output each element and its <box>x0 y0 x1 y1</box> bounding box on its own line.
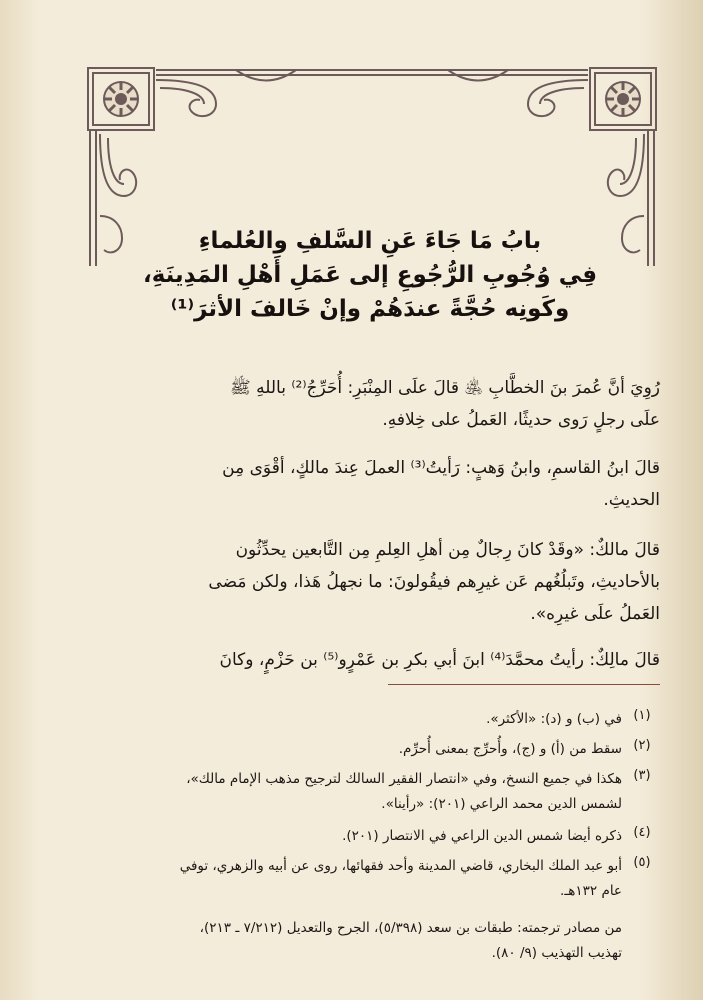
footnote-5-text: أبو عبد الملك البخاري، قاضي المدينة وأحد فقهائها، روى عن أبيه والزهري، توفي <box>179 858 622 874</box>
paragraph-1-line-2: علَى رجلٍ رَوى حديثًا، العَملُ على خِلافهِ. <box>382 410 660 430</box>
footnote-1-text: في (ب) و (د): «الأكثر». <box>486 711 622 727</box>
paragraph-1-line-1: رُوِيَ أنَّ عُمرَ بنَ الخطَّابِ ﵁ قالَ علَى المِنْبَرِ: أُحَرِّجُ⁽²⁾ باللهِ ﷺ <box>230 378 660 398</box>
chapter-title-line-3: وكَونِه حُجَّةً عندَهُمْ وإنْ خَالفَ الأثرَ⁽¹⁾ <box>170 296 570 322</box>
paragraph-2-line-1: قالَ ابنُ القاسمِ، وابنُ وَهبٍ: رَأيتُ⁽³⁾ العملَ عِندَ مالكٍ، أقْوَى مِن <box>222 458 660 478</box>
paragraph-4-line-1: قالَ مالِكٌ: رأيتُ محمَّدَ⁽⁴⁾ ابنَ أبي بكرِ بن عَمْرٍو⁽⁵⁾ بن حَزْمٍ، وكانَ <box>219 650 660 670</box>
footnote-1-number: (١) <box>633 708 651 723</box>
footnote-divider <box>388 684 660 685</box>
footnote-5-text-continued: عام ١٣٢هـ. <box>560 883 622 899</box>
paragraph-3-line-3: العَملُ علَى غيرِه». <box>530 604 660 624</box>
footnote-5-number: (٥) <box>633 855 651 870</box>
paragraph-3-line-1: قالَ مالكٌ: «وقَدْ كانَ رِجالٌ مِن أهلِ العِلمِ مِن التَّابعين يحدِّثُون <box>235 540 660 560</box>
paragraph-2-line-2: الحديثِ. <box>603 490 660 510</box>
footnote-5-sources-continued: تهذيب التهذيب (٩/ ٨٠). <box>491 945 622 961</box>
paragraph-3-line-2: بالأحاديثِ، وتَبلُغُهم عَن غيرِهم فيقُولونَ: ما نجهلُ هَذا، ولكن مَضى <box>208 572 660 592</box>
chapter-title-line-2: فِي وُجُوبِ الرُّجُوعِ إلى عَمَلِ أَهْلِ المَدِينَةِ، <box>142 262 598 288</box>
left-rosette-icon <box>104 82 138 116</box>
footnote-2-text: سقط من (أ) و (ج)، وأُحرِّج بمعنى أُحرِّم. <box>398 741 622 757</box>
footnote-4-text: ذكره أيضا شمس الدين الراعي في الانتصار (٢٠١). <box>342 828 622 844</box>
footnote-2-number: (٢) <box>633 738 651 753</box>
footnote-3-text: هكذا في جميع النسخ، وفي «انتصار الفقير السالك لترجيح مذهب الإمام مالك»، <box>186 771 622 787</box>
footnote-4-number: (٤) <box>633 825 651 840</box>
footnote-5-sources: من مصادر ترجمته: طبقات بن سعد (٥/٣٩٨)، الجرح والتعديل (٧/٢١٢ ـ ٢١٣)، <box>199 920 622 936</box>
right-rosette-icon <box>606 82 640 116</box>
chapter-title-line-1: بابُ مَا جَاءَ عَنِ السَّلفِ والعُلماءِ <box>198 228 542 254</box>
footnote-3-number: (٣) <box>633 768 651 783</box>
footnote-3-text-continued: لشمس الدين محمد الراعي (٢٠١): «رأينا». <box>381 796 622 812</box>
